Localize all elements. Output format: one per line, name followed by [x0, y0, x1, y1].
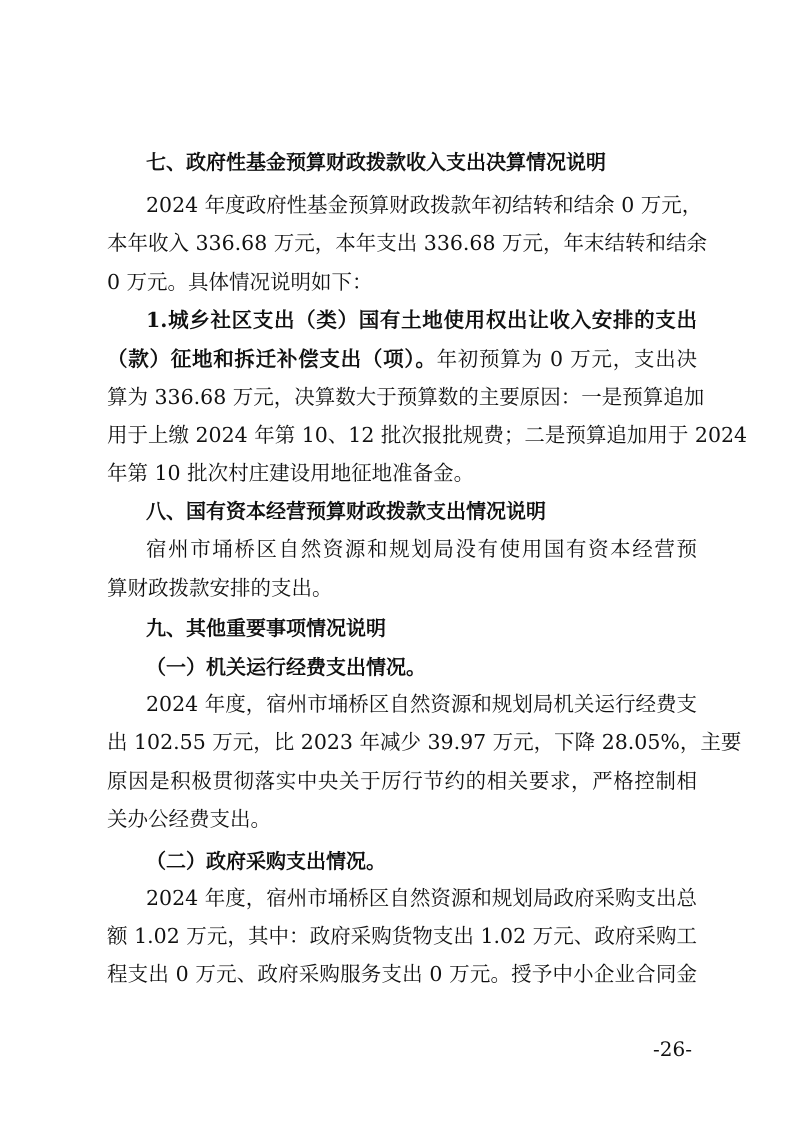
s7-paragraph-line-3: 0 万元。具体情况说明如下： [107, 270, 373, 294]
s8-line-2: 算财政拨款安排的支出。 [107, 576, 333, 600]
s7-item1-line-4: 用于上缴 2024 年第 10、12 批次报批规费；二是预算追加用于 2024 [107, 423, 748, 447]
s9-sub1-line-2: 出 102.55 万元，比 2023 年减少 39.97 万元，下降 28.05%，主要 [107, 730, 742, 754]
s9-subsection-1-title: （一）机关运行经费支出情况。 [146, 655, 426, 679]
s9-sub1-line-3: 原因是积极贯彻落实中央关于厉行节约的相关要求，严格控制相 [107, 769, 697, 793]
s7-item1-line-2 [107, 346, 697, 372]
s7-item1-title-line-2: （款）征地和拆迁补偿支出（项）。 [107, 347, 437, 371]
s9-sub2-line-3: 程支出 0 万元、政府采购服务支出 0 万元。授予中小企业合同金 [107, 962, 697, 986]
s7-item1-text: 年初预算为 0 万元，支出决 [436, 347, 697, 371]
s7-paragraph-line-1: 2024 年度政府性基金预算财政拨款年初结转和结余 0 万元， [146, 193, 703, 217]
s9-sub1-line-4: 关办公经费支出。 [107, 807, 271, 831]
section-9-heading: 九、其他重要事项情况说明 [146, 616, 386, 640]
s9-sub2-line-2: 额 1.02 万元，其中：政府采购货物支出 1.02 万元、政府采购工 [107, 924, 697, 948]
s9-sub1-line-1: 2024 年度，宿州市埇桥区自然资源和规划局机关运行经费支 [146, 692, 697, 716]
section-8-heading: 八、国有资本经营预算财政拨款支出情况说明 [146, 499, 546, 523]
s7-item1-line-5: 年第 10 批次村庄建设用地征地准备金。 [107, 461, 475, 485]
s9-sub2-line-1: 2024 年度，宿州市埇桥区自然资源和规划局政府采购支出总 [146, 886, 697, 910]
s7-item1-title-line-1: 1.城乡社区支出（类）国有土地使用权出让收入安排的支出 [146, 308, 697, 332]
s7-item1-line-3: 算为 336.68 万元，决算数大于预算数的主要原因：一是预算追加 [107, 385, 705, 409]
s9-subsection-2-title: （二）政府采购支出情况。 [146, 849, 386, 873]
section-7-heading: 七、政府性基金预算财政拨款收入支出决算情况说明 [146, 150, 606, 174]
s8-line-1: 宿州市埇桥区自然资源和规划局没有使用国有资本经营预 [146, 537, 697, 561]
s7-paragraph-line-2: 本年收入 336.68 万元，本年支出 336.68 万元，年末结转和结余 [107, 231, 708, 255]
page-number: -26- [653, 1037, 692, 1061]
